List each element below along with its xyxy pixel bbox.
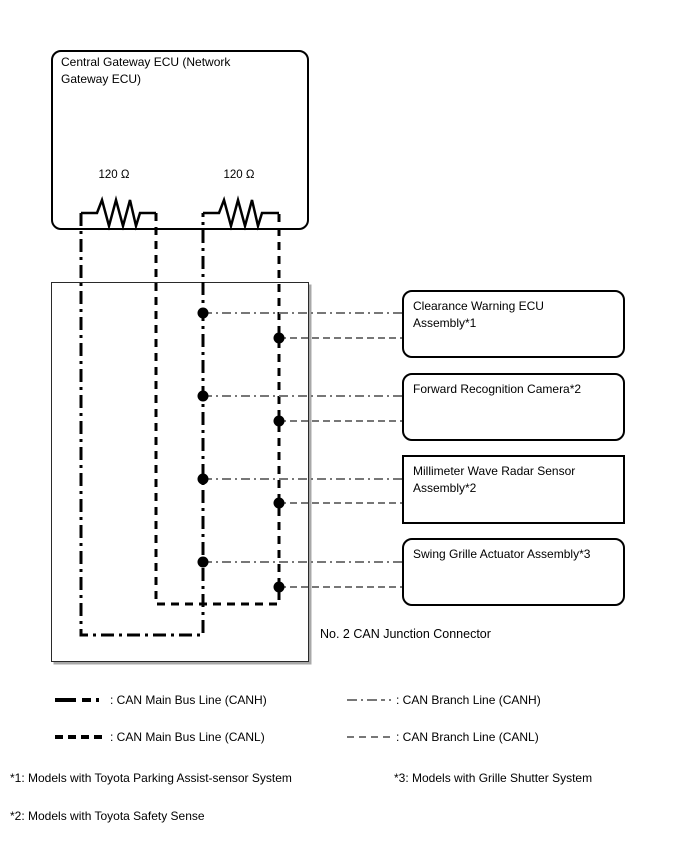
device-label: Forward Recognition Camera*2 bbox=[413, 382, 582, 396]
legend-item-main-canl bbox=[55, 729, 265, 745]
footnote-grille-shutter: *3: Models with Grille Shutter System bbox=[394, 771, 593, 785]
junction-node bbox=[274, 416, 285, 427]
junction-node bbox=[198, 557, 209, 568]
main-canl-line-sample-icon bbox=[55, 730, 105, 744]
legend-item-branch-canh bbox=[347, 692, 541, 708]
legend-item-main-canh bbox=[55, 692, 267, 708]
device-label: Clearance Warning ECU Assembly*1 bbox=[413, 299, 544, 330]
canh-main-bus-line bbox=[81, 213, 203, 635]
junction-node bbox=[274, 582, 285, 593]
terminating-resistor-symbol-2 bbox=[203, 200, 279, 226]
device-label: Millimeter Wave Radar Sensor Assembly*2 bbox=[413, 464, 576, 495]
legend-label-main-canh: : CAN Main Bus Line (CANH) bbox=[110, 693, 267, 707]
legend-label-branch-canl: : CAN Branch Line (CANL) bbox=[396, 730, 539, 744]
footnote-parking-assist: *1: Models with Toyota Parking Assist-sensor System bbox=[10, 771, 292, 785]
junction-node bbox=[198, 474, 209, 485]
branch-canh-line-sample-icon bbox=[347, 693, 391, 707]
branch-canl-line-sample-icon bbox=[347, 730, 391, 744]
main-canh-line-sample-icon bbox=[55, 693, 105, 707]
junction-node bbox=[198, 308, 209, 319]
resistor-value-label: 120 Ω bbox=[98, 169, 130, 181]
gateway-ecu-label: Central Gateway ECU (Network Gateway ECU) bbox=[61, 55, 231, 86]
legend-label-main-canl: : CAN Main Bus Line (CANL) bbox=[110, 730, 265, 744]
junction-connector-label: No. 2 CAN Junction Connector bbox=[320, 627, 491, 641]
terminating-resistor-symbol-1 bbox=[81, 200, 156, 226]
junction-node bbox=[274, 498, 285, 509]
junction-node bbox=[274, 333, 285, 344]
legend-label-branch-canh: : CAN Branch Line (CANH) bbox=[396, 693, 541, 707]
footnote-safety-sense: *2: Models with Toyota Safety Sense bbox=[10, 809, 205, 823]
resistor-value-label: 120 Ω bbox=[223, 169, 255, 181]
legend-item-branch-canl bbox=[347, 729, 539, 745]
junction-node bbox=[198, 391, 209, 402]
canl-main-bus-line bbox=[156, 213, 279, 604]
device-label: Swing Grille Actuator Assembly*3 bbox=[413, 547, 591, 561]
